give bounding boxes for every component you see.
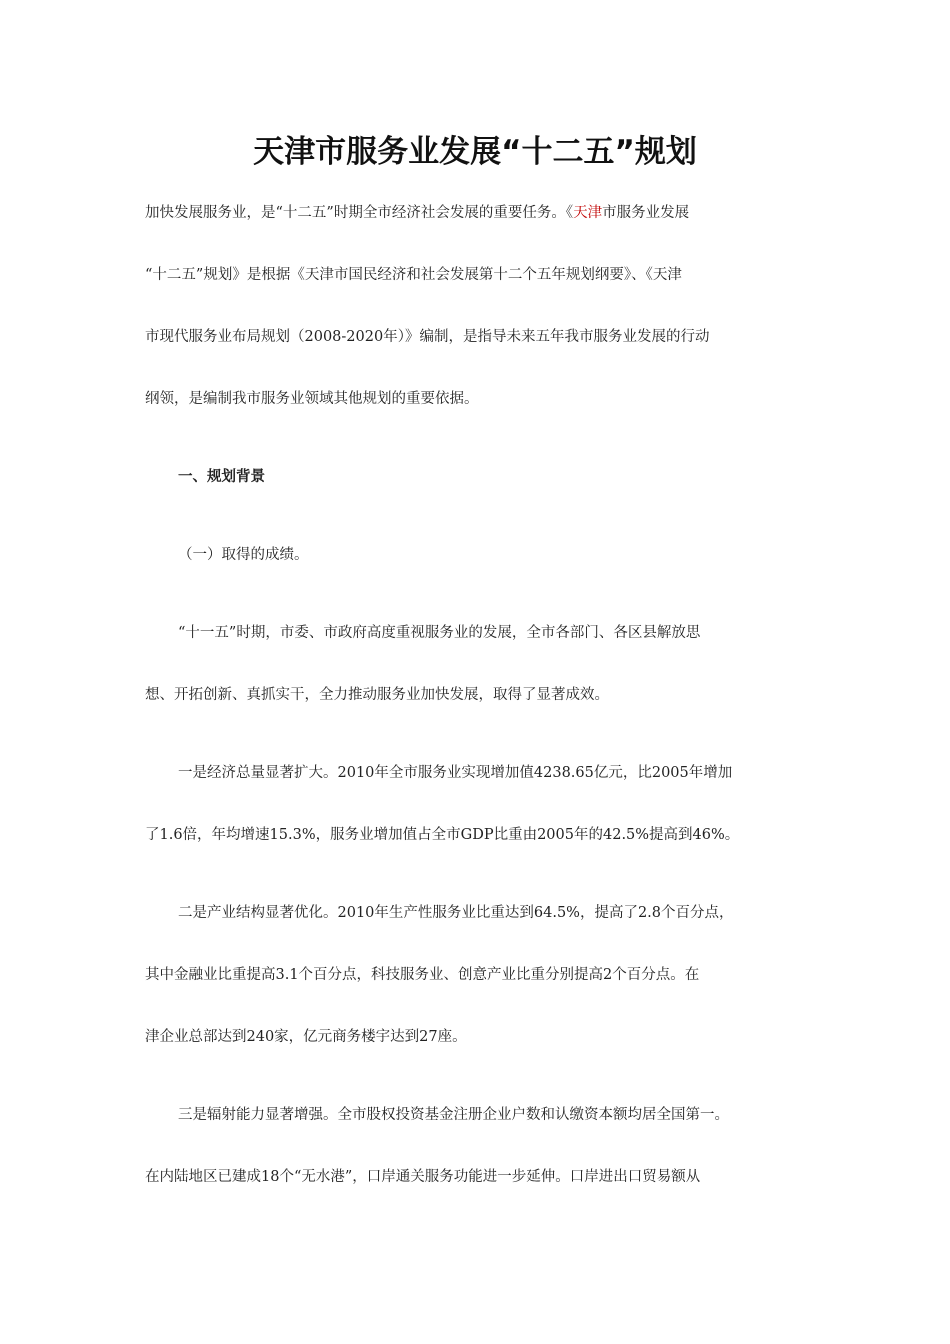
paragraph-4-line-1: 三是辐射能力显著增强。全市股权投资基金注册企业户数和认缴资本额均居全国第一。	[178, 1107, 729, 1123]
paragraph-3-line-3: 津企业总部达到240家，亿元商务楼宇达到27座。	[145, 1029, 467, 1045]
document-title: 天津市服务业发展“十二五”规划	[253, 134, 697, 170]
intro-text: 加快发展服务业，是“十二五”时期全市经济社会发展的重要任务。《	[145, 205, 574, 221]
section-heading: 一、规划背景	[178, 469, 265, 485]
paragraph-4-line-2: 在内陆地区已建成18个“无水港”，口岸通关服务功能进一步延伸。口岸进出口贸易额从	[145, 1169, 701, 1185]
paragraph-3-line-2: 其中金融业比重提高3.1个百分点，科技服务业、创意产业比重分别提高2个百分点。在	[145, 967, 700, 983]
paragraph-1-line-2: 想、开拓创新、真抓实干，全力推动服务业加快发展，取得了显著成效。	[145, 687, 609, 703]
intro-line-3: 市现代服务业布局规划（2008-2020年）》编制，是指导未来五年我市服务业发展的行动	[145, 329, 710, 345]
intro-line-2: “十二五”规划》是根据《天津市国民经济和社会发展第十二个五年规划纲要》、《天津	[145, 267, 682, 283]
intro-text: 市服务业发展	[602, 205, 690, 221]
highlighted-text: 天津	[573, 205, 603, 221]
paragraph-3-line-1: 二是产业结构显著优化。2010年生产性服务业比重达到64.5%，提高了2.8个百分点，	[178, 905, 734, 921]
intro-line-4: 纲领，是编制我市服务业领域其他规划的重要依据。	[145, 391, 479, 407]
intro-line-1	[145, 201, 810, 225]
subsection-heading: （一）取得的成绩。	[178, 547, 309, 563]
paragraph-1-line-1: “十一五”时期，市委、市政府高度重视服务业的发展，全市各部门、各区县解放思	[178, 625, 701, 641]
paragraph-2-line-2: 了1.6倍，年均增速15.3%，服务业增加值占全市GDP比重由2005年的42.5%提高到46%。	[145, 827, 740, 843]
paragraph-2-line-1: 一是经济总量显著扩大。2010年全市服务业实现增加值4238.65亿元，比2005年增加	[178, 765, 733, 781]
